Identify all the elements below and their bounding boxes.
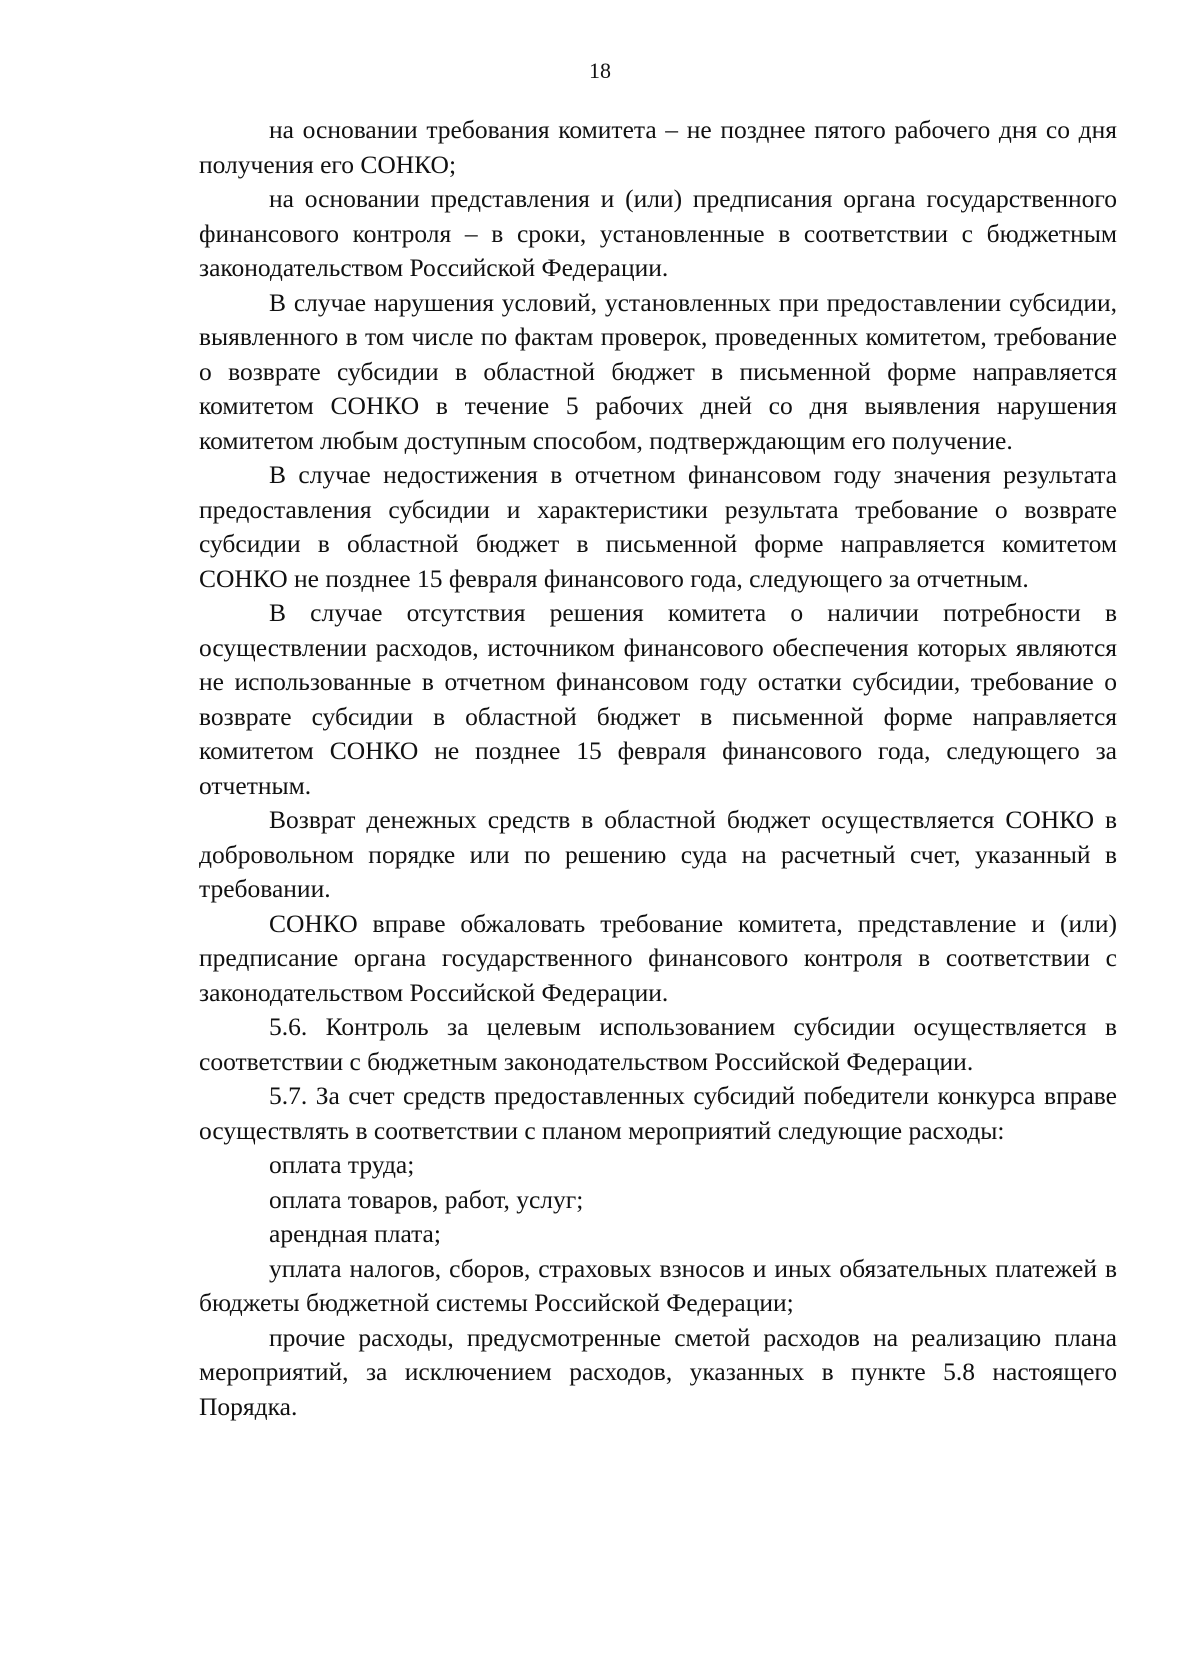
list-item-labor: оплата труда; [269,1150,415,1179]
paragraph-unused-balance-return: В случае отсутствия решения комитета о наличии потребности в осуществлении расходов, источником финансового обеспечения которых являются не использованные в отчетном финансовом году остатки субсидии, требование о возврате субсидии в областной бюджет в письменной форме направляется комитетом СОНКО не позднее 15 февраля финансового года, следующего за отчетным. [199,598,1117,800]
list-item-rent: арендная плата; [269,1219,441,1248]
list-item-taxes: уплата налогов, сборов, страховых взносов и иных обязательных платежей в бюджеты бюджетной системы Российской Федерации; [199,1253,1117,1317]
paragraph-control-deadline: на основании представления и (или) предписания органа государственного финансового контроля – в сроки, установленные в соответствии с бюджетным законодательством Российской Федерации. [199,184,1117,282]
page-number: 18 [589,58,611,83]
paragraph-5-6: 5.6. Контроль за целевым использованием субсидии осуществляется в соответствии с бюджетным законодательством Российской Федерации. [199,1012,1117,1076]
paragraph-demand-deadline: на основании требования комитета – не позднее пятого рабочего дня со дня получения его СОНКО; [199,115,1117,179]
list-item-other-expenses: прочие расходы, предусмотренные сметой расходов на реализацию плана мероприятий, за исключением расходов, указанных в пункте 5.8 настоящего Порядка. [199,1322,1117,1421]
list-item-goods-services: оплата товаров, работ, услуг; [269,1184,584,1214]
paragraph-appeal-right: СОНКО вправе обжаловать требование комитета, представление и (или) предписание органа государственного финансового контроля в соответствии с законодательством Российской Федерации. [199,908,1117,1007]
paragraph-refund-procedure: Возврат денежных средств в областной бюджет осуществляется СОНКО в добровольном порядке или по решению суда на расчетный счет, указанный в требовании. [199,805,1117,903]
paragraph-5-7: 5.7. За счет средств предоставленных субсидий победители конкурса вправе осуществлять в соответствии с планом мероприятий следующие расходы: [199,1081,1117,1145]
document-body [199,113,1117,1424]
paragraph-violation-return: В случае нарушения условий, установленных при предоставлении субсидии, выявленного в том числе по фактам проверок, проведенных комитетом, требование о возврате субсидии в областной бюджет в письменной форме направляется комитетом СОНКО в течение 5 рабочих дней со дня выявления нарушения комитетом любым доступным способом, подтверждающим его получение. [199,287,1117,455]
paragraph-nonachievement-return: В случае недостижения в отчетном финансовом году значения результата предоставления субсидии и характеристики результата требование о возврате субсидии в областной бюджет в письменной форме направляется комитетом СОНКО не позднее 15 февраля финансового года, следующего за отчетным. [199,460,1117,593]
